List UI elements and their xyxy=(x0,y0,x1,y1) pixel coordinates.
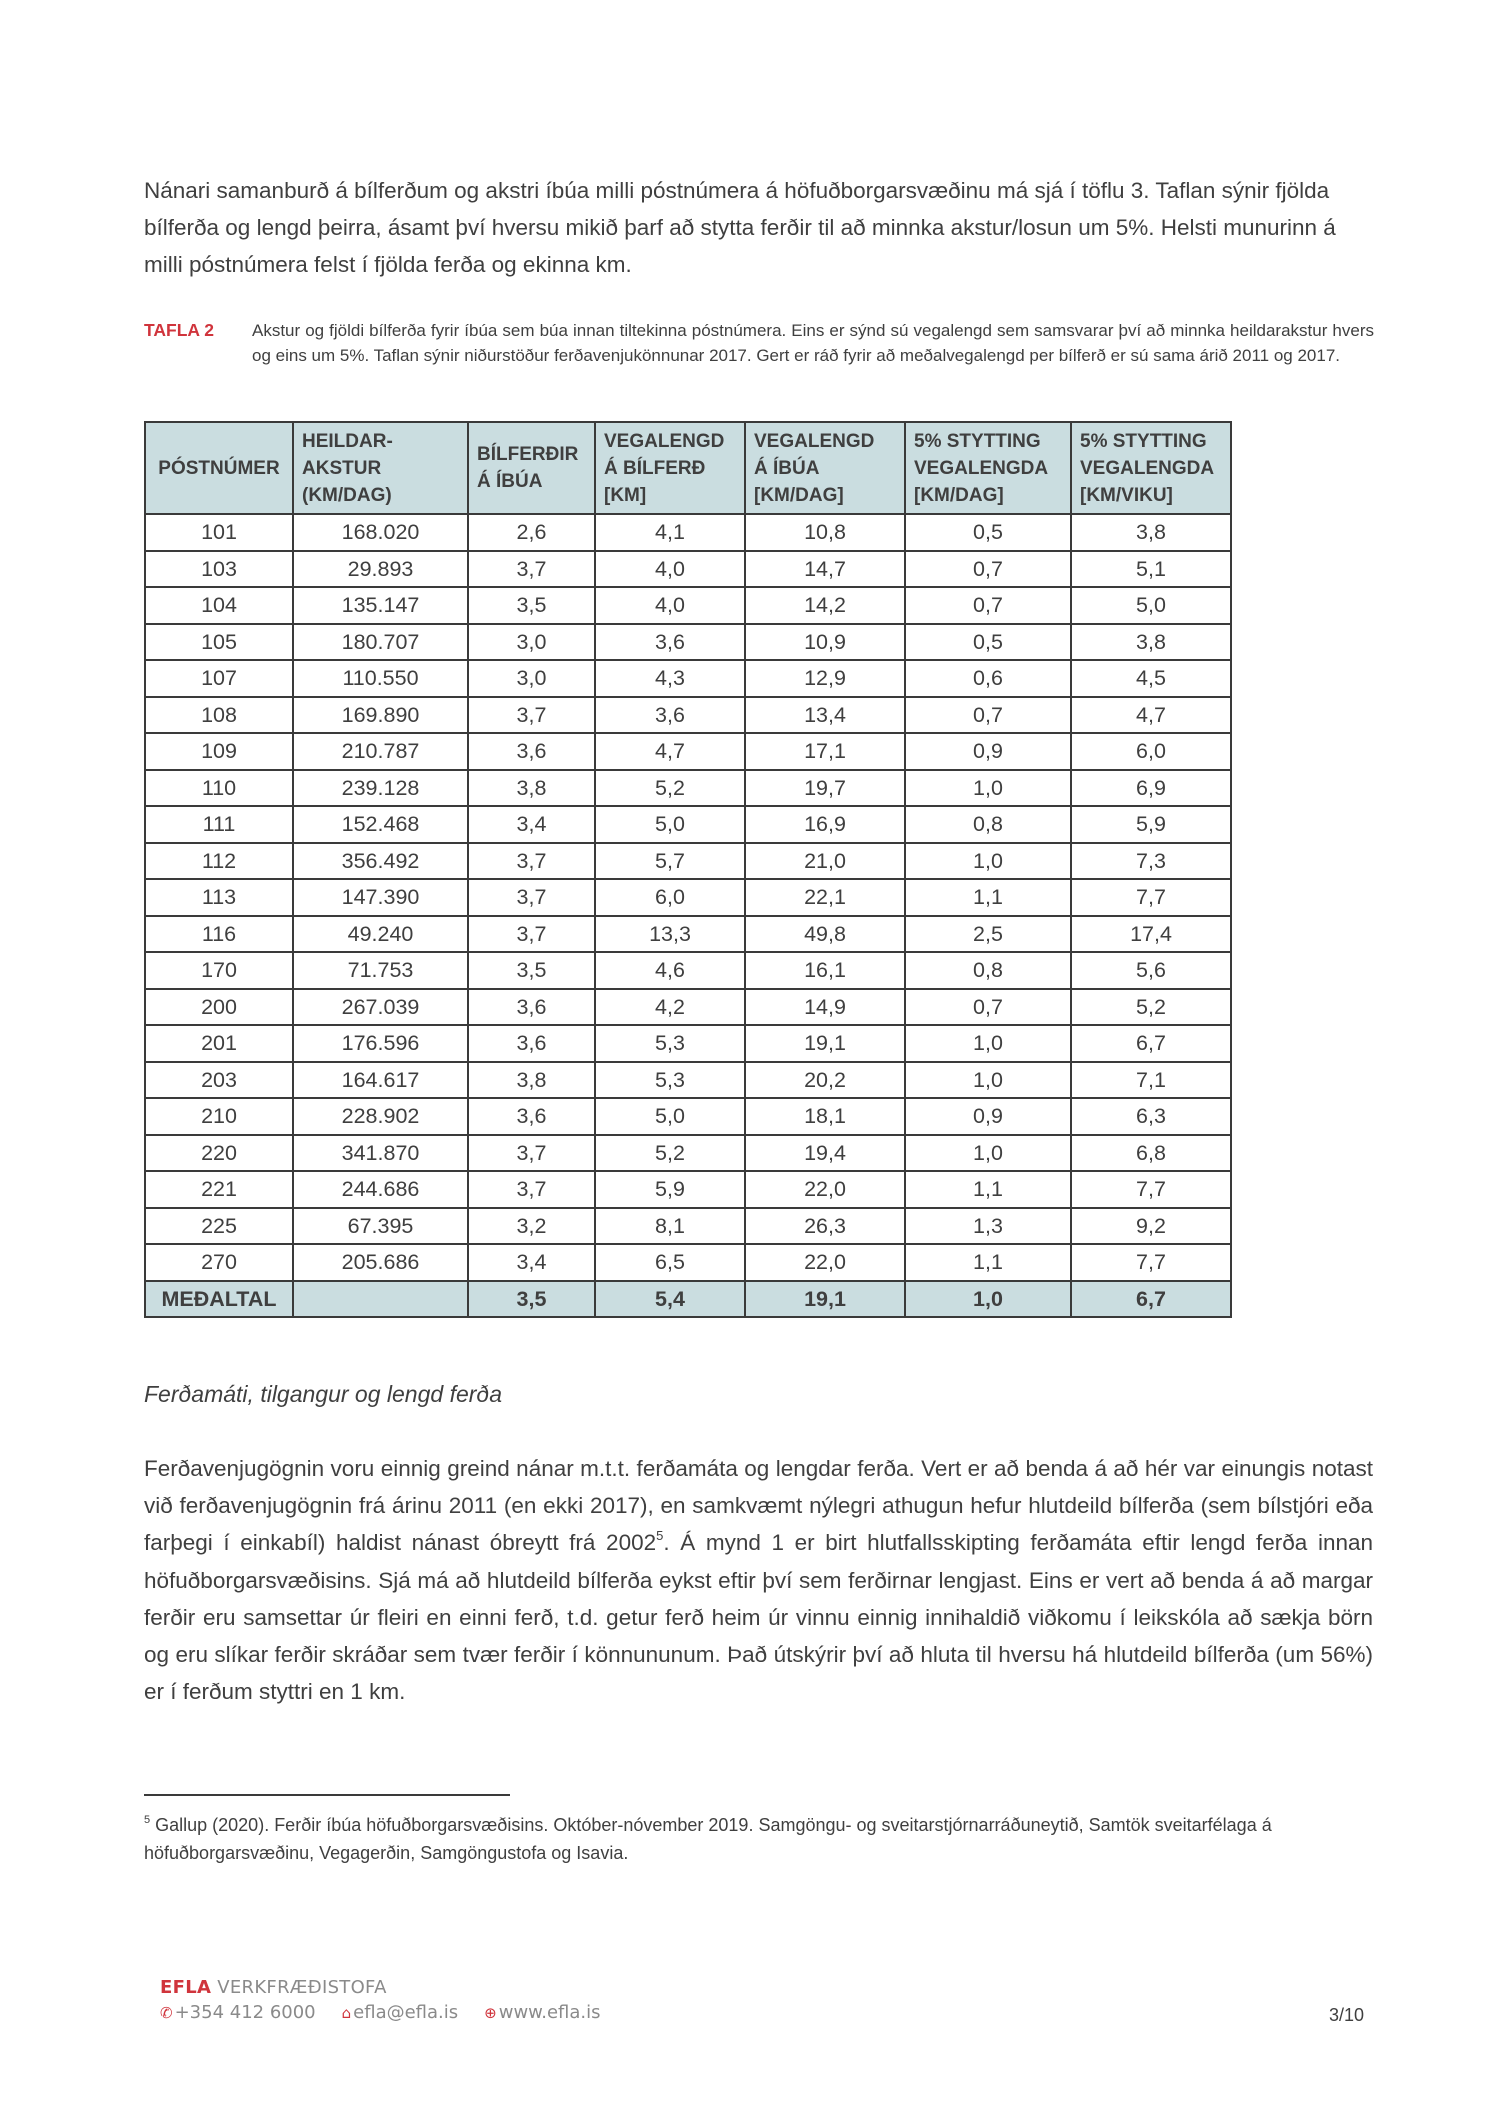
table-row xyxy=(145,1098,1231,1135)
table-cell: 26,3 xyxy=(745,1208,905,1245)
table-row xyxy=(145,1244,1231,1281)
table-cell: 0,7 xyxy=(905,697,1071,734)
footer-email[interactable]: ⌂ efla@efla.is xyxy=(341,2002,459,2023)
table-cell: 3,7 xyxy=(468,551,595,588)
table-cell: 3,6 xyxy=(468,1025,595,1062)
table-cell: 5,0 xyxy=(1071,587,1231,624)
col-header-vegalengd-ibua: VEGALENGD Á ÍBÚA [KM/DAG] xyxy=(745,422,905,514)
table-average-row xyxy=(145,1281,1231,1318)
table-row xyxy=(145,551,1231,588)
table-cell: 152.468 xyxy=(293,806,468,843)
table-row xyxy=(145,697,1231,734)
table-cell: 210 xyxy=(145,1098,293,1135)
table-cell: 5,6 xyxy=(1071,952,1231,989)
table-row xyxy=(145,1135,1231,1172)
table-cell: 5,0 xyxy=(595,806,745,843)
table-cell: 14,9 xyxy=(745,989,905,1026)
table-cell: 10,8 xyxy=(745,514,905,551)
table-cell: 14,2 xyxy=(745,587,905,624)
table-cell: 19,7 xyxy=(745,770,905,807)
table-cell: 19,4 xyxy=(745,1135,905,1172)
table-cell: 244.686 xyxy=(293,1171,468,1208)
table-cell: 3,0 xyxy=(468,624,595,661)
table-cell: 3,8 xyxy=(468,1062,595,1099)
table-cell: 71.753 xyxy=(293,952,468,989)
table-cell: 3,7 xyxy=(468,697,595,734)
footer-phone[interactable]: ✆ +354 412 6000 xyxy=(160,2002,316,2023)
table-cell: 3,6 xyxy=(468,1098,595,1135)
table-cell: 1,0 xyxy=(905,1135,1071,1172)
table-cell: 49.240 xyxy=(293,916,468,953)
globe-icon: ⊕ xyxy=(484,2004,497,2022)
table-cell: 17,1 xyxy=(745,733,905,770)
table-cell: 5,2 xyxy=(595,770,745,807)
table-cell: 111 xyxy=(145,806,293,843)
average-cell: 3,5 xyxy=(468,1281,595,1318)
col-header-postnumer: PÓSTNÚMER xyxy=(145,422,293,514)
table-cell: 109 xyxy=(145,733,293,770)
average-cell: 6,7 xyxy=(1071,1281,1231,1318)
table-cell: 14,7 xyxy=(745,551,905,588)
table-cell: 0,7 xyxy=(905,551,1071,588)
table-cell: 6,9 xyxy=(1071,770,1231,807)
table-cell: 176.596 xyxy=(293,1025,468,1062)
table-cell: 4,0 xyxy=(595,587,745,624)
table-row xyxy=(145,733,1231,770)
table-cell: 4,2 xyxy=(595,989,745,1026)
table-cell: 0,7 xyxy=(905,989,1071,1026)
table-cell: 180.707 xyxy=(293,624,468,661)
home-mail-icon: ⌂ xyxy=(341,2004,352,2022)
table-cell: 356.492 xyxy=(293,843,468,880)
col-header-heildarakstur: HEILDAR- AKSTUR (KM/DAG) xyxy=(293,422,468,514)
footer-web[interactable]: ⊕ www.efla.is xyxy=(484,2002,601,2023)
table-cell: 3,6 xyxy=(595,697,745,734)
table-cell: 17,4 xyxy=(1071,916,1231,953)
table-cell: 0,9 xyxy=(905,1098,1071,1135)
table-cell: 19,1 xyxy=(745,1025,905,1062)
table-cell: 6,7 xyxy=(1071,1025,1231,1062)
page-footer xyxy=(160,1977,601,2023)
table-cell: 3,2 xyxy=(468,1208,595,1245)
table-row xyxy=(145,843,1231,880)
table-cell: 221 xyxy=(145,1171,293,1208)
table-cell: 29.893 xyxy=(293,551,468,588)
table-cell: 104 xyxy=(145,587,293,624)
table-cell: 3,7 xyxy=(468,1135,595,1172)
table-cell: 5,9 xyxy=(1071,806,1231,843)
table-cell: 7,3 xyxy=(1071,843,1231,880)
table-cell: 3,4 xyxy=(468,806,595,843)
col-header-stytting-dag: 5% STYTTING VEGALENGDA [KM/DAG] xyxy=(905,422,1071,514)
footnote-number: 5 xyxy=(144,1814,151,1826)
table-cell: 110.550 xyxy=(293,660,468,697)
table-row xyxy=(145,514,1231,551)
table-row xyxy=(145,952,1231,989)
table-cell: 8,1 xyxy=(595,1208,745,1245)
table-cell: 147.390 xyxy=(293,879,468,916)
table-cell: 3,7 xyxy=(468,916,595,953)
col-header-stytting-viku: 5% STYTTING VEGALENGDA [KM/VIKU] xyxy=(1071,422,1231,514)
table-row xyxy=(145,806,1231,843)
table-cell: 4,5 xyxy=(1071,660,1231,697)
table-cell: 0,6 xyxy=(905,660,1071,697)
table-cell: 21,0 xyxy=(745,843,905,880)
table-cell: 49,8 xyxy=(745,916,905,953)
table-row xyxy=(145,1025,1231,1062)
table-cell: 170 xyxy=(145,952,293,989)
table-cell: 0,8 xyxy=(905,952,1071,989)
table-cell: 225 xyxy=(145,1208,293,1245)
table-cell: 107 xyxy=(145,660,293,697)
table-row xyxy=(145,1062,1231,1099)
table-caption xyxy=(144,318,1374,368)
table-cell: 108 xyxy=(145,697,293,734)
table-cell: 22,0 xyxy=(745,1171,905,1208)
table-cell: 3,0 xyxy=(468,660,595,697)
table-cell: 5,2 xyxy=(595,1135,745,1172)
table-cell: 5,2 xyxy=(1071,989,1231,1026)
table-cell: 7,7 xyxy=(1071,1244,1231,1281)
table-cell: 341.870 xyxy=(293,1135,468,1172)
table-cell: 4,1 xyxy=(595,514,745,551)
table-cell: 1,0 xyxy=(905,770,1071,807)
intro-paragraph: Nánari samanburð á bílferðum og akstri íbúa milli póstnúmera á höfuðborgarsvæðinu má sjá í töflu 3. Taflan sýnir fjölda bílferða og lengd þeirra, ásamt því hversu mikið þarf að stytta ferðir til að minnka akstur/losun um 5%. Helsti munurinn á milli póstnúmera felst í fjölda ferða og ekinna km. xyxy=(144,178,1336,277)
table-cell: 4,3 xyxy=(595,660,745,697)
table-cell: 3,6 xyxy=(468,989,595,1026)
footnote-divider xyxy=(144,1794,510,1796)
table-cell: 6,3 xyxy=(1071,1098,1231,1135)
table-cell: 10,9 xyxy=(745,624,905,661)
table-cell: 3,8 xyxy=(1071,514,1231,551)
table-row xyxy=(145,989,1231,1026)
table-cell: 7,7 xyxy=(1071,1171,1231,1208)
table-cell: 3,7 xyxy=(468,1171,595,1208)
body-paragraph: Ferðavenjugögnin voru einnig greind nánar m.t.t. ferðamáta og lengdar ferða. Vert er að benda á að hér var einungis notast við ferðavenjugögnin frá árinu 2011 (en ekki 2017), en samkvæmt nýlegri athugun hefur hlutdeild bílferða (sem bílstjóri eða farþegi í einkabíl) haldist nánast óbreytt frá 2002$^5$. Á mynd 1 er birt hlutfallsskipting ferðamáta eftir lengd ferða innan höfuðborgarsvæðisins. Sjá má að hlutdeild bílferða eykst eftir því sem ferðirnar lengjast. Eins er vert að benda á að margar ferðir eru samsettar úr fleiri en einni ferð, t.d. getur ferð heim úr vinnu einnig innihaldið viðkomu í leikskóla að sækja börn og eru slíkar ferðir skráðar sem tvær ferðir í könnununum. Það útskýrir því að hluta til hversu há hlutdeild bílferða (um 56%) er í ferðum styttri en 1 km. xyxy=(144,1456,1373,1705)
table-cell: 1,0 xyxy=(905,1062,1071,1099)
table-cell: 0,5 xyxy=(905,624,1071,661)
table-cell: 5,7 xyxy=(595,843,745,880)
table-cell: 9,2 xyxy=(1071,1208,1231,1245)
table-cell: 4,6 xyxy=(595,952,745,989)
table-cell: 110 xyxy=(145,770,293,807)
table-cell: 113 xyxy=(145,879,293,916)
table-cell: 13,4 xyxy=(745,697,905,734)
table-cell: 112 xyxy=(145,843,293,880)
table-cell: 5,9 xyxy=(595,1171,745,1208)
col-header-bilferdir: BÍLFERÐIR Á ÍBÚA xyxy=(468,422,595,514)
table-cell: 201 xyxy=(145,1025,293,1062)
table-cell: 135.147 xyxy=(293,587,468,624)
table-cell: 200 xyxy=(145,989,293,1026)
table-cell: 6,0 xyxy=(1071,733,1231,770)
col-header-vegalengd-bilferd: VEGALENGD Á BÍLFERÐ [KM] xyxy=(595,422,745,514)
table-row xyxy=(145,660,1231,697)
table-row xyxy=(145,879,1231,916)
table-cell: 0,5 xyxy=(905,514,1071,551)
table-cell: 205.686 xyxy=(293,1244,468,1281)
table-caption-text: Akstur og fjöldi bílferða fyrir íbúa sem búa innan tiltekinna póstnúmera. Eins er sýnd sú vegalengd sem samsvarar því að minnka heildarakstur hvers og eins um 5%. Taflan sýnir niðurstöður ferðavenjukönnunar 2017. Gert er ráð fyrir að meðalvegalengd per bílferð er sú sama árið 2011 og 2017. xyxy=(252,321,1374,365)
table-cell: 239.128 xyxy=(293,770,468,807)
table-cell: 3,8 xyxy=(1071,624,1231,661)
page-number: 3/10 xyxy=(1329,2005,1365,2025)
table-cell: 164.617 xyxy=(293,1062,468,1099)
table-cell: 210.787 xyxy=(293,733,468,770)
section-heading: Ferðamáti, tilgangur og lengd ferða xyxy=(144,1381,502,1407)
table-cell: 3,8 xyxy=(468,770,595,807)
table-row xyxy=(145,916,1231,953)
footnote-ref[interactable]: 5 xyxy=(656,1528,664,1544)
table-cell: 5,3 xyxy=(595,1025,745,1062)
table-cell: 3,7 xyxy=(468,879,595,916)
table-cell: 22,1 xyxy=(745,879,905,916)
table-cell: 1,0 xyxy=(905,1025,1071,1062)
table-cell: 6,8 xyxy=(1071,1135,1231,1172)
table-cell: 16,1 xyxy=(745,952,905,989)
table-cell: 1,3 xyxy=(905,1208,1071,1245)
table-cell: 18,1 xyxy=(745,1098,905,1135)
table-cell: 220 xyxy=(145,1135,293,1172)
table-cell: 3,4 xyxy=(468,1244,595,1281)
company-logo: EFLA VERKFRÆÐISTOFA xyxy=(160,1977,387,1998)
table-cell: 1,0 xyxy=(905,843,1071,880)
table-cell: 4,7 xyxy=(1071,697,1231,734)
table-cell: 228.902 xyxy=(293,1098,468,1135)
table-cell: 1,1 xyxy=(905,879,1071,916)
table-cell: 2,6 xyxy=(468,514,595,551)
table-cell: 4,7 xyxy=(595,733,745,770)
table-cell: 0,9 xyxy=(905,733,1071,770)
table-cell: 103 xyxy=(145,551,293,588)
table-cell: 3,6 xyxy=(595,624,745,661)
table-cell: 2,5 xyxy=(905,916,1071,953)
table-row xyxy=(145,770,1231,807)
table-row xyxy=(145,587,1231,624)
table-cell: 20,2 xyxy=(745,1062,905,1099)
table-cell: 3,5 xyxy=(468,587,595,624)
table-cell: 267.039 xyxy=(293,989,468,1026)
average-cell xyxy=(293,1281,468,1318)
table-cell: 203 xyxy=(145,1062,293,1099)
table-row xyxy=(145,1171,1231,1208)
table-cell: 169.890 xyxy=(293,697,468,734)
average-cell: MEÐALTAL xyxy=(145,1281,293,1318)
table-cell: 4,0 xyxy=(595,551,745,588)
table-cell: 1,1 xyxy=(905,1244,1071,1281)
table-cell: 5,3 xyxy=(595,1062,745,1099)
table-cell: 22,0 xyxy=(745,1244,905,1281)
table-cell: 0,7 xyxy=(905,587,1071,624)
table-label: TAFLA 2 xyxy=(144,320,214,340)
table-cell: 101 xyxy=(145,514,293,551)
table-cell: 105 xyxy=(145,624,293,661)
table-cell: 116 xyxy=(145,916,293,953)
table-header-row xyxy=(145,422,1231,514)
table-cell: 270 xyxy=(145,1244,293,1281)
table-row xyxy=(145,624,1231,661)
average-cell: 19,1 xyxy=(745,1281,905,1318)
data-table xyxy=(144,421,1232,1318)
table-cell: 5,1 xyxy=(1071,551,1231,588)
table-cell: 3,5 xyxy=(468,952,595,989)
table-cell: 16,9 xyxy=(745,806,905,843)
table-cell: 3,6 xyxy=(468,733,595,770)
table-cell: 7,1 xyxy=(1071,1062,1231,1099)
table-cell: 5,0 xyxy=(595,1098,745,1135)
table-cell: 12,9 xyxy=(745,660,905,697)
table-cell: 1,1 xyxy=(905,1171,1071,1208)
footnote: $^5$ Gallup (2020). Ferðir íbúa höfuðborgarsvæðisins. Október-nóvember 2019. Samgöngu- og sveitarstjórnarráðuneytið, Samtök sveitarfélaga á höfuðborgarsvæðinu, Vegagerðin, Samgöngustofa og Isavia. xyxy=(144,1814,1272,1863)
table-row xyxy=(145,1208,1231,1245)
average-cell: 1,0 xyxy=(905,1281,1071,1318)
table-cell: 7,7 xyxy=(1071,879,1231,916)
table-cell: 3,7 xyxy=(468,843,595,880)
table-cell: 13,3 xyxy=(595,916,745,953)
table-cell: 6,5 xyxy=(595,1244,745,1281)
table-cell: 168.020 xyxy=(293,514,468,551)
phone-icon: ✆ xyxy=(160,2004,173,2022)
table-cell: 67.395 xyxy=(293,1208,468,1245)
table-cell: 6,0 xyxy=(595,879,745,916)
table-cell: 0,8 xyxy=(905,806,1071,843)
average-cell: 5,4 xyxy=(595,1281,745,1318)
